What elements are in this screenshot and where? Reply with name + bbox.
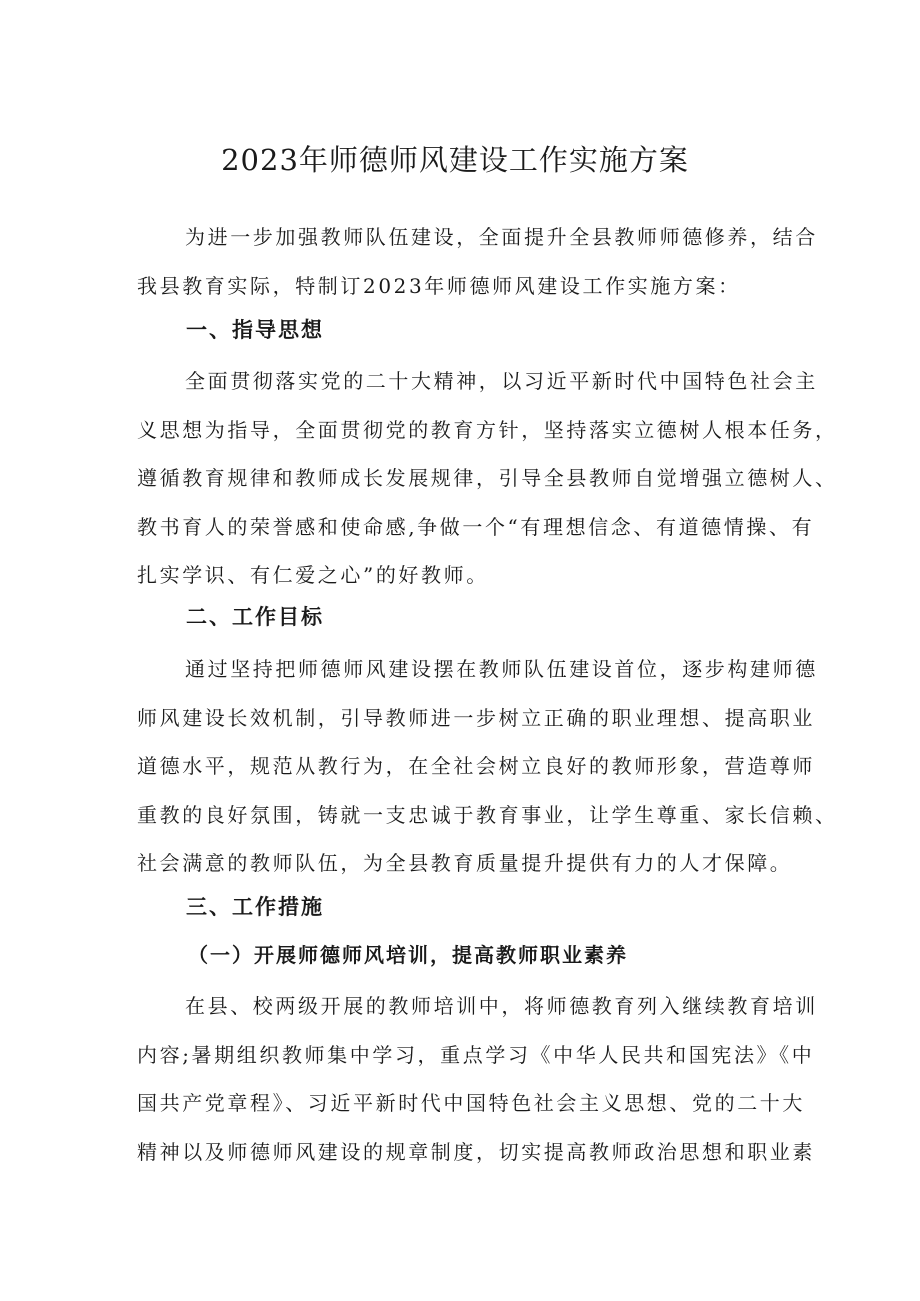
- section1-paragraph: [137, 357, 838, 600]
- paragraph-line: 扎实学识、有仁爱之心”的好教师。: [137, 563, 489, 587]
- intro-paragraph: [137, 213, 817, 310]
- section3-paragraph: [137, 982, 817, 1176]
- section2-paragraph: [137, 645, 838, 888]
- document-title: 2023年师德师风建设工作实施方案: [221, 143, 689, 177]
- paragraph-line: 在县、校两级开展的教师培训中，将师德教育列入继续教育培训: [185, 994, 818, 1018]
- paragraph-line: 道德水平，规范从教行为，在全社会树立良好的教师形象，营造尊师: [137, 754, 815, 778]
- section-heading-work-measures: 三、工作措施: [186, 895, 324, 919]
- paragraph-line: 师风建设长效机制，引导教师进一步树立正确的职业理想、提高职业: [137, 705, 815, 730]
- intro-line: 我县教育实际，特制订2023年师德师风建设工作实施方案：: [137, 273, 741, 298]
- paragraph-line: 义思想为指导，全面贯彻党的教育方针，坚持落实立德树人根本任务，: [137, 417, 838, 442]
- paragraph-line: 遵循教育规律和教师成长发展规律，引导全县教师自觉增强立德树人、: [137, 466, 838, 490]
- intro-line: 为进一步加强教师队伍建设，全面提升全县教师师德修养，结合: [185, 225, 818, 249]
- paragraph-line: 国共产党章程》、习近平新时代中国特色社会主义思想、党的二十大: [137, 1091, 805, 1115]
- paragraph-line: 重教的良好氛围，铸就一支忠诚于教育事业，让学生尊重、家长信赖、: [137, 802, 838, 827]
- paragraph-line: 精神以及师德师风建设的规章制度，切实提高教师政治思想和职业素: [137, 1139, 815, 1164]
- paragraph-line: 社会满意的教师队伍，为全县教育质量提升提供有力的人才保障。: [137, 851, 793, 875]
- paragraph-line: 教书育人的荣誉感和使命感,争做一个“有理想信念、有道德情操、有: [137, 514, 815, 539]
- paragraph-line: 内容;暑期组织教师集中学习，重点学习《中华人民共和国宪法》《中: [137, 1042, 815, 1067]
- subsection-heading-training: （一）开展师德师风培训，提高教师职业素养: [188, 943, 628, 967]
- section-heading-work-goals: 二、工作目标: [186, 605, 324, 629]
- paragraph-line: 全面贯彻落实党的二十大精神，以习近平新时代中国特色社会主: [185, 369, 818, 393]
- section-heading-guiding-ideology: 一、指导思想: [186, 318, 324, 342]
- paragraph-line: 通过坚持把师德师风建设摆在教师队伍建设首位，逐步构建师德: [185, 657, 818, 681]
